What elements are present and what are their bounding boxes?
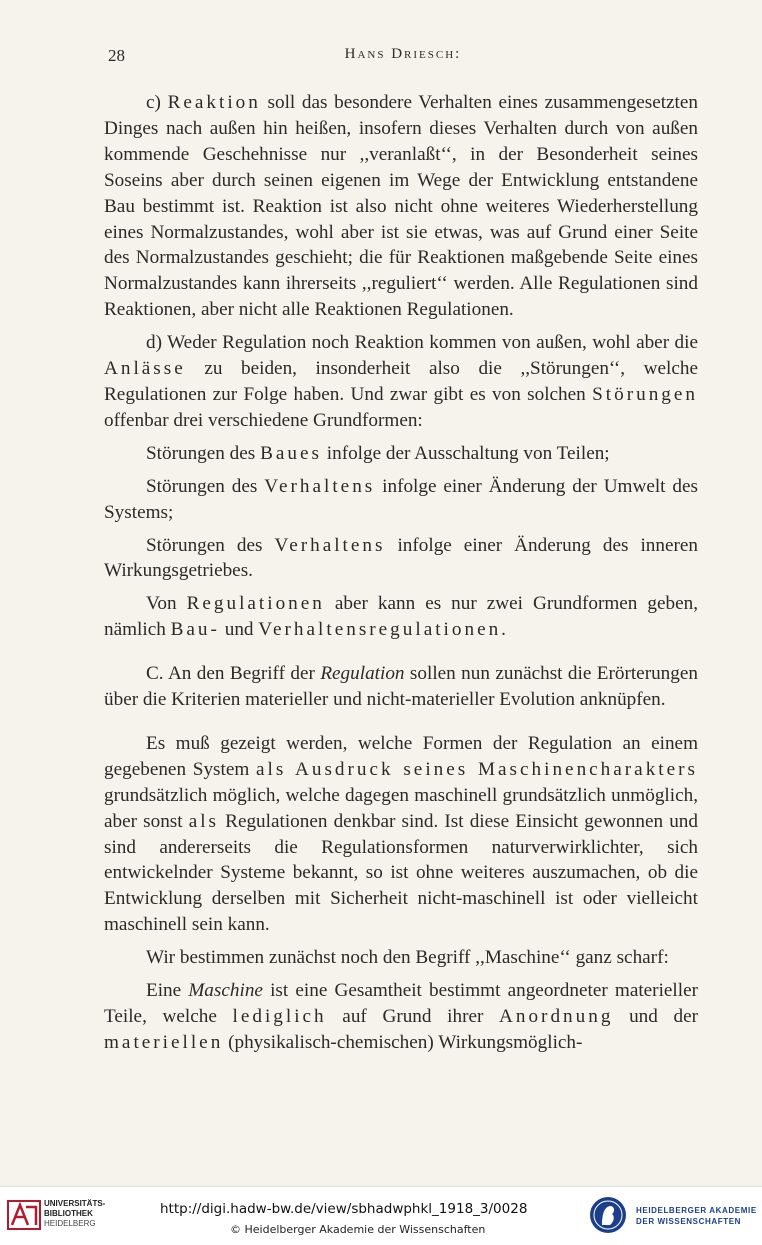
spaced-emphasis: als <box>188 810 220 832</box>
text-run: infolge einer Änderung des inneren Wirkungsgetriebes. <box>104 534 698 582</box>
spaced-emphasis: Baues <box>260 442 322 464</box>
library-name: UNIVERSITÄTS- BIBLIOTHEK HEIDELBERG <box>44 1199 106 1228</box>
copyright-notice: © Heidelberger Akademie der Wissenschaften <box>230 1223 486 1236</box>
italic-emphasis: Regulation <box>320 663 405 685</box>
body-text <box>104 90 698 1063</box>
paragraph-regulationen <box>104 591 698 643</box>
text-run: Störungen des <box>146 475 265 497</box>
paragraph-C <box>104 661 698 713</box>
text-run: zu beiden, insonderheit also die ,,Störungen‘‘, welche Regulationen zur Folge haben. Und zwar gibt es von solchen <box>104 358 698 405</box>
library-logo-icon <box>6 1197 42 1233</box>
text-run: Störungen des <box>146 534 275 556</box>
page-header <box>108 46 698 72</box>
paragraph-eine-maschine <box>104 978 698 1056</box>
page-number: 28 <box>108 46 125 65</box>
paragraph-wir-bestimmen <box>104 945 698 971</box>
source-url-link[interactable]: http://digi.hadw-bw.de/view/sbhadwphkl_1918_3/0028 <box>160 1201 528 1217</box>
italic-emphasis: Maschine <box>188 980 263 1002</box>
spaced-emphasis: Verhaltens <box>274 534 386 556</box>
paragraph-c <box>104 90 698 323</box>
text-run: infolge der Ausschaltung von Teilen; <box>321 442 610 464</box>
spaced-emphasis: Störungen <box>592 383 698 405</box>
text-run: und der <box>613 1006 699 1027</box>
text-run: offenbar drei verschiedene Grundformen: <box>104 409 423 431</box>
spaced-emphasis: als Ausdruck seines Maschinencharakters <box>256 758 698 780</box>
paragraph-stoerung-umwelt <box>104 474 698 526</box>
spaced-emphasis: Regulationen <box>186 593 325 615</box>
text-run: soll das besondere Verhalten eines zusammengesetzten Dinges nach außen hin heißen, insofern dieses Verhalten durch von außen kommende Geschehnisse nur ,,veranlaßt‘‘, in der Besonderheit seines Soseins aber durch seinen eigenen im Wege der Entwicklung entstandene Bau bestimmt ist. Reaktion ist also nicht ohne weiteres Wiederherstellung eines Normalzustandes, wohl aber ist sie etwas, was auf Grund einer Seite des Normalzustandes geschieht; die für Reaktionen maßgebende Seite eines Normalzustandes kann ihrerseits ,,reguliert‘‘ werden. Alle Regulationen sind Reaktionen, aber nicht alle Reaktionen Regulationen. <box>104 92 698 321</box>
text-run: (physikalisch-chemischen) Wirkungsmöglich- <box>223 1031 583 1053</box>
spaced-emphasis: Anlässe <box>104 358 186 380</box>
spaced-emphasis: Bau- <box>170 619 220 641</box>
spaced-emphasis: Verhaltens <box>264 475 376 497</box>
text-run: ist eine Gesamtheit bestimmt angeordneter materieller Teile, welche <box>104 980 698 1027</box>
text-run: grundsätzlich möglich, welche dagegen maschinell grundsätzlich unmöglich, aber sonst <box>104 784 698 832</box>
text-run: Regulationen denkbar sind. Ist diese Einsicht gewonnen und sind andererseits die Regulationsformen naturverwirklichter, sich entwickelnder Systeme bekannt, so ist ohne weiteres auszumachen, ob die Entwicklung derselben mit Sicherheit nicht-maschinell ist oder vielleicht maschinell sein kann. <box>104 810 698 936</box>
text-run: Wir bestimmen zunächst noch den Begriff ,,Maschine‘‘ ganz scharf: <box>146 947 669 969</box>
academy-seal-icon <box>588 1195 628 1235</box>
text-run: infolge einer Änderung der Umwelt des Systems; <box>104 475 698 523</box>
text-run: sollen nun zunächst die Erörterungen über die Kriterien materieller und nicht-materieller Evolution anknüpfen. <box>104 663 698 711</box>
spaced-emphasis: lediglich <box>232 1006 327 1027</box>
text-run: c) <box>146 92 168 113</box>
paragraph-stoerung-inneres <box>104 533 698 585</box>
text-run: d) Weder Regulation noch Reaktion kommen von außen, wohl aber die <box>146 332 698 354</box>
text-run: Von <box>146 593 187 615</box>
spaced-emphasis: Verhaltensregulationen. <box>258 619 509 641</box>
spaced-emphasis: Anordnung <box>499 1006 614 1027</box>
paragraph-d <box>104 330 698 434</box>
paragraph-stoerung-bau <box>104 441 698 467</box>
text-run: Störungen des <box>146 442 261 464</box>
text-run: C. An den Begriff der <box>146 663 321 685</box>
text-run: aber kann es nur zwei Grundformen geben, nämlich <box>104 593 699 641</box>
running-head: Hans Driesch: <box>344 46 462 62</box>
academy-name: HEIDELBERGER AKADEMIE DER WISSENSCHAFTEN <box>636 1206 757 1226</box>
text-run: Es muß gezeigt werden, welche Formen der Regulation an einem gegebenen System <box>104 732 698 780</box>
text-run: und <box>219 619 259 641</box>
text-run: auf Grund ihrer <box>326 1006 500 1027</box>
viewer-footer <box>0 1186 762 1245</box>
spaced-emphasis: Reaktion <box>167 92 261 113</box>
paragraph-es-muss <box>104 731 698 938</box>
spaced-emphasis: materiellen <box>104 1031 224 1053</box>
text-run: Eine <box>146 980 189 1002</box>
